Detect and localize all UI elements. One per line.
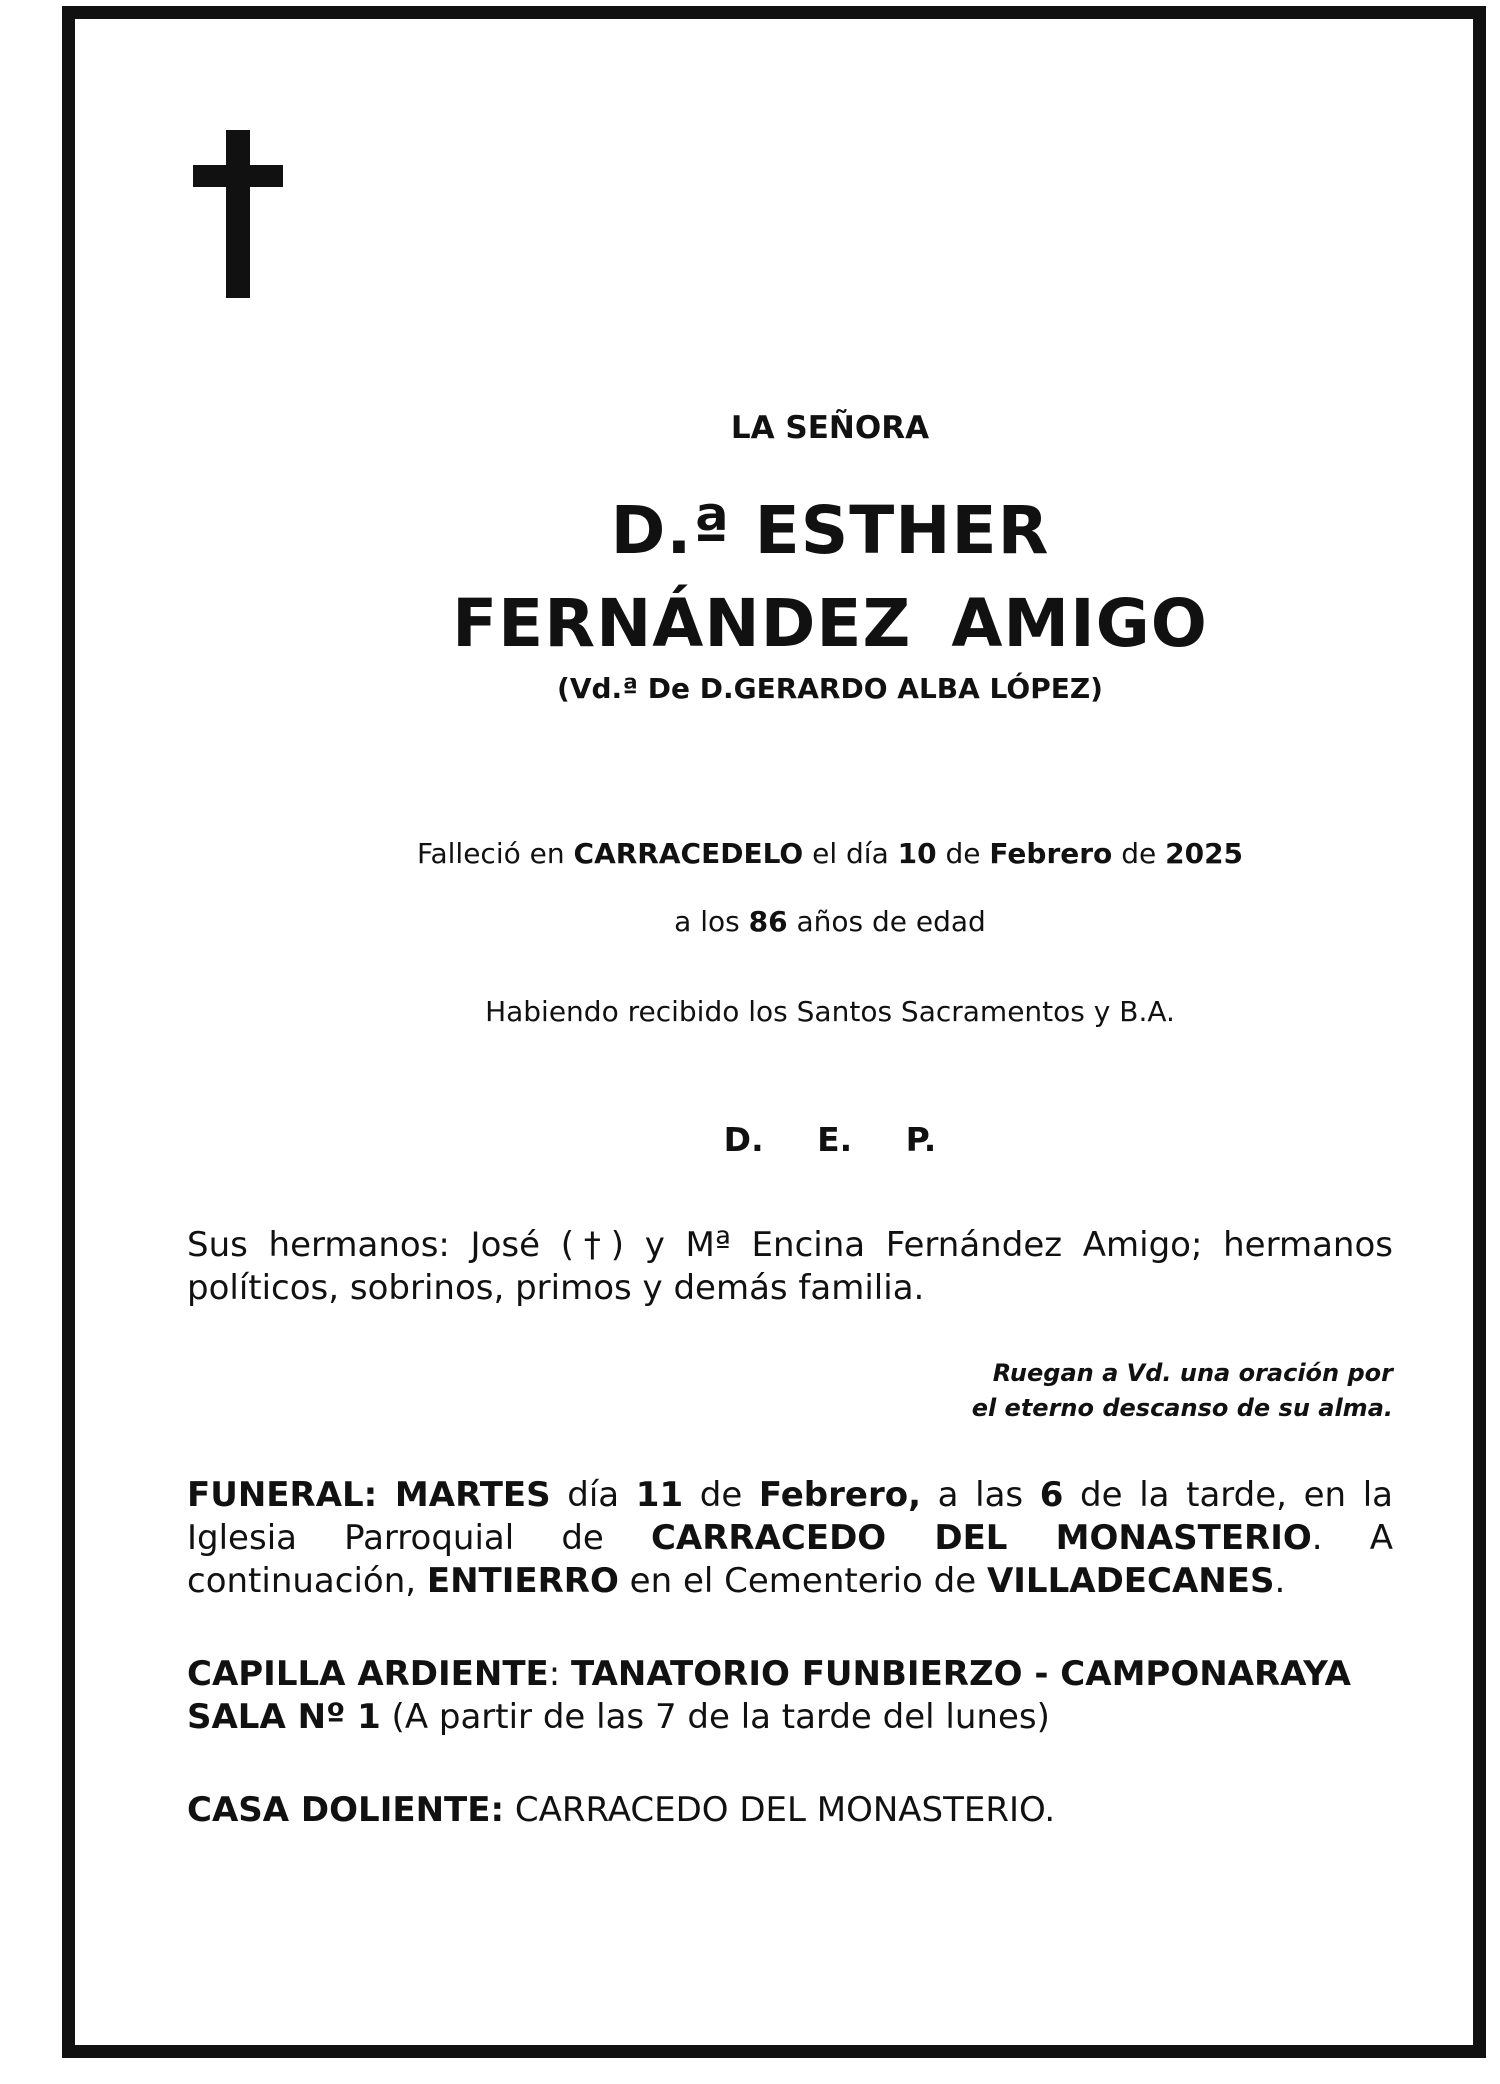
prayer-request: Ruegan a Vd. una oración por el eterno descanso de su alma. (971, 1359, 1393, 1422)
funeral-paragraph: FUNERAL: MARTES día 11 de Febrero, a las 6 de la tarde, en la Iglesia Parroquial de CARRACEDO DEL MONASTERIO. A continuación, ENTIERRO en el Cementerio de VILLADECANES. (187, 1475, 1393, 1601)
deceased-name-line1: D.ª ESTHER (610, 492, 1050, 569)
sacraments-note: Habiendo recibido los Santos Sacramentos y B.A. (485, 995, 1175, 1028)
family-paragraph: Sus hermanos: José (†) y Mª Encina Fernández Amigo; hermanos políticos, sobrinos, primos y demás familia. (187, 1225, 1393, 1308)
deceased-name-line2: FERNÁNDEZ AMIGO (452, 585, 1208, 662)
chapel-paragraph: CAPILLA ARDIENTE: TANATORIO FUNBIERZO - CAMPONARAYA SALA Nº 1 (A partir de las 7 de la tarde del lunes) (187, 1654, 1351, 1737)
header-label: LA SEÑORA (730, 410, 930, 446)
document-border (62, 6, 1486, 2058)
age-details: a los 86 años de edad (674, 905, 986, 938)
widow-of: (Vd.ª De D.GERARDO ALBA LÓPEZ) (557, 672, 1103, 705)
mourning-house: CASA DOLIENTE: CARRACEDO DEL MONASTERIO. (187, 1790, 1056, 1830)
death-details: Falleció en CARRACEDELO el día 10 de Febrero de 2025 (416, 837, 1244, 870)
dep-abbreviation: D. E. P. (723, 1120, 937, 1159)
cross-icon (193, 130, 283, 298)
